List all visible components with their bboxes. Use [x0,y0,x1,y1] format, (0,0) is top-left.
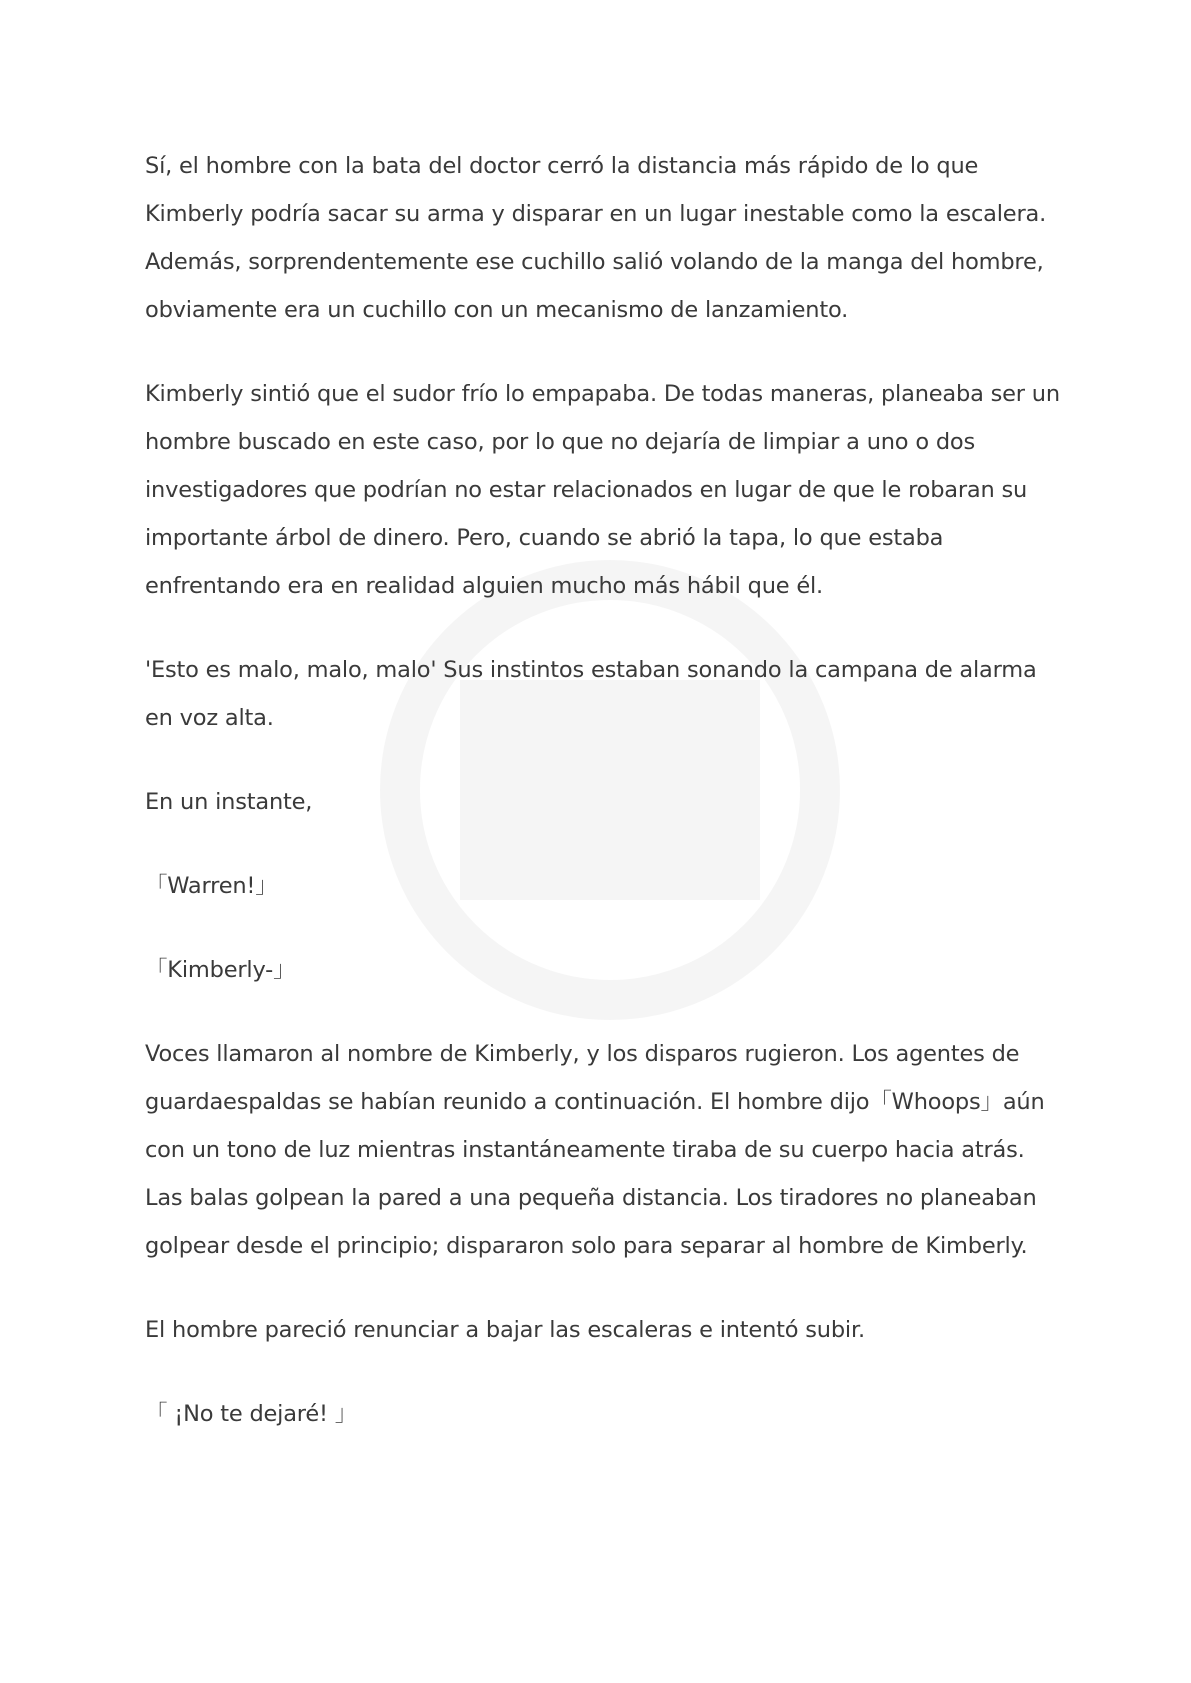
paragraph: 'Esto es malo, malo, malo' Sus instintos estaban sonando la campana de alarma en voz alta. [145,657,1037,731]
paragraph: Sí, el hombre con la bata del doctor cerró la distancia más rápido de lo que Kimberly podría sacar su arma y disparar en un lugar inestable como la escalera. Además, sorprendentemente ese cuchillo salió volando de la manga del hombre, obviamente era un cuchillo con un mecanismo de lanzamiento. [145,153,1047,323]
paragraph: Voces llamaron al nombre de Kimberly, y los disparos rugieron. Los agentes de guardaespaldas se habían reunido a continuación. El hombre dijo「Whoops」aún con un tono de luz mientras instantáneamente tiraba de su cuerpo hacia atrás. Las balas golpean la pared a una pequeña distancia. Los tiradores no planeaban golpear desde el principio; dispararon solo para separar al hombre de Kimberly. [145,1041,1045,1259]
dialogue-line: 「 ¡No te dejaré! 」 [145,1401,358,1427]
document-body [145,142,1065,1474]
paragraph: El hombre pareció renunciar a bajar las escaleras e intentó subir. [145,1317,865,1343]
dialogue-line: 「Warren!」 [145,873,278,899]
dialogue-line: 「Kimberly-」 [145,957,296,983]
paragraph: Kimberly sintió que el sudor frío lo empapaba. De todas maneras, planeaba ser un hombre buscado en este caso, por lo que no dejaría de limpiar a uno o dos investigadores que podrían no estar relacionados en lugar de que le robaran su importante árbol de dinero. Pero, cuando se abrió la tapa, lo que estaba enfrentando era en realidad alguien mucho más hábil que él. [145,381,1060,599]
paragraph: En un instante, [145,789,313,815]
